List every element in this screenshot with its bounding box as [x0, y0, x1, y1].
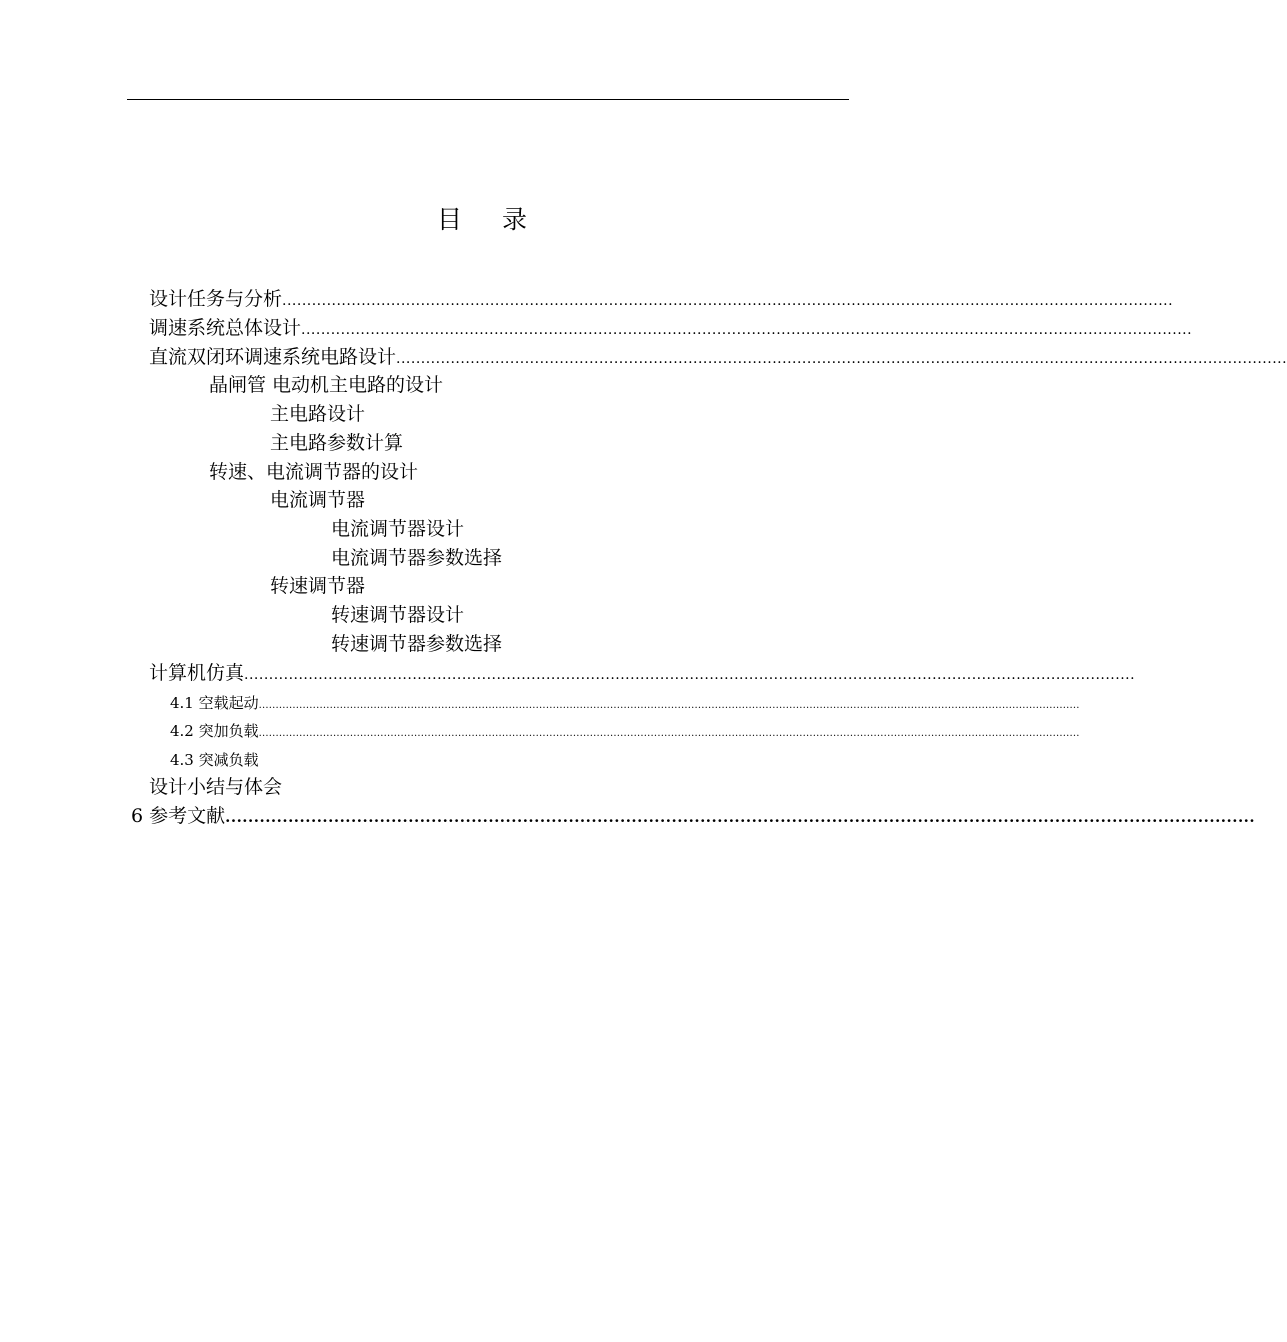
header-rule: [127, 99, 849, 100]
toc-entry-label: 转速调节器设计: [331, 604, 465, 626]
toc-entry-overall-design[interactable]: [149, 315, 1193, 341]
toc-entry-label: 6 参考文献: [131, 805, 226, 827]
toc-entry-label: 计算机仿真: [149, 662, 245, 684]
toc-entry-current-regulator[interactable]: [270, 487, 670, 513]
toc-entry-main-circuit-params[interactable]: [270, 430, 670, 456]
toc-entry-label: 电流调节器设计: [331, 518, 465, 540]
toc-entry-circuit-design[interactable]: [149, 344, 1287, 370]
toc-entry-sudden-load-decrease[interactable]: [170, 749, 570, 771]
toc-entry-sudden-load-increase[interactable]: [170, 720, 1080, 742]
toc-entry-speed-regulator-design[interactable]: [331, 602, 731, 628]
toc-entry-label: 直流双闭环调速系统电路设计: [149, 346, 397, 368]
toc-entry-summary[interactable]: [149, 774, 649, 800]
toc-entry-label: 主电路参数计算: [270, 432, 404, 454]
toc-entry-regulator-design[interactable]: [209, 459, 709, 485]
toc-entry-current-regulator-design[interactable]: [331, 516, 731, 542]
toc-entry-label: 4.3 突减负载: [170, 751, 259, 769]
toc-entry-design-task[interactable]: [149, 286, 1174, 312]
toc-leader-dots: ....................................................................................................................................................................................: [396, 351, 1287, 367]
toc-entry-label: 设计小结与体会: [149, 776, 283, 798]
toc-entry-speed-regulator[interactable]: [270, 573, 670, 599]
toc-leader-dots: ....................................................................................................................................................................................: [225, 808, 1256, 826]
toc-entry-references[interactable]: [131, 803, 1256, 829]
toc-entry-main-circuit-design[interactable]: [270, 401, 670, 427]
toc-entry-label: 转速调节器参数选择: [331, 633, 503, 655]
toc-entry-label: 4.1 空载起动: [170, 694, 259, 712]
toc-entry-computer-simulation[interactable]: [149, 660, 1136, 686]
toc-leader-dots: ...................................................................................................................................................................................................................................................: [258, 728, 1080, 739]
toc-entry-speed-regulator-params[interactable]: [331, 631, 731, 657]
toc-entry-label: 转速、电流调节器的设计: [209, 461, 419, 483]
toc-entry-no-load-start[interactable]: [170, 692, 1080, 714]
toc-leader-dots: ....................................................................................................................................................................................: [244, 667, 1136, 683]
toc-entry-label: 转速调节器: [270, 575, 366, 597]
toc-entry-thyristor-main-circuit[interactable]: [209, 372, 709, 398]
toc-entry-current-regulator-params[interactable]: [331, 545, 731, 571]
toc-entry-label: 晶闸管 电动机主电路的设计: [209, 374, 444, 396]
toc-entry-label: 设计任务与分析: [149, 288, 283, 310]
toc-leader-dots: ....................................................................................................................................................................................: [301, 322, 1193, 338]
toc-leader-dots: ....................................................................................................................................................................................: [282, 293, 1174, 309]
toc-leader-dots: ...................................................................................................................................................................................................................................................: [258, 700, 1080, 711]
toc-entry-label: 电流调节器: [270, 489, 366, 511]
toc-entry-label: 4.2 突加负载: [170, 722, 259, 740]
toc-entry-label: 主电路设计: [270, 403, 366, 425]
toc-entry-label: 电流调节器参数选择: [331, 547, 503, 569]
toc-title: 目 录: [437, 205, 543, 234]
toc-entry-label: 调速系统总体设计: [149, 317, 302, 339]
